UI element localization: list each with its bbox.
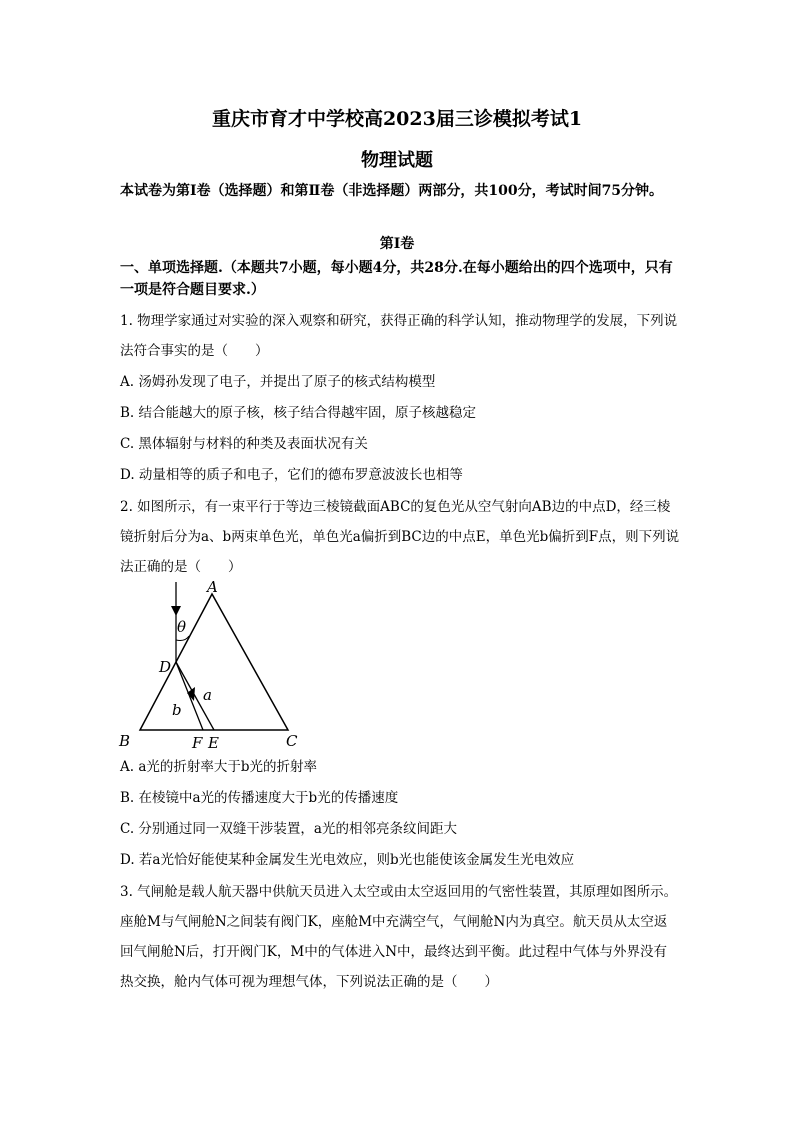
label-D: D [159, 658, 172, 676]
question-1-stem: 1. 物理学家通过对实验的深入观察和研究，获得正确的科学认知，推动物理学的发展，下列说法符合事实的是（ ） [120, 313, 678, 359]
incident-ray-arrow [171, 606, 181, 616]
question-2-option-b: B. 在棱镜中a光的传播速度大于b光的传播速度 [120, 790, 399, 806]
question-2-option-c: C. 分别通过同一双缝干涉装置，a光的相邻亮条纹间距大 [120, 821, 457, 837]
section-heading: 一、单项选择题.（本题共7小题，每小题4分，共28分.在每小题给出的四个选项中，只有一项是符合题目要求.） [120, 260, 673, 298]
label-theta: θ [177, 618, 187, 636]
question-1-option-a: A. 汤姆孙发现了电子，并提出了原子的核式结构模型 [120, 374, 436, 390]
label-C: C [286, 732, 298, 750]
question-2-option-a: A. a光的折射率大于b光的折射率 [120, 759, 318, 775]
label-E: E [208, 734, 219, 752]
ray-b [176, 662, 203, 730]
exam-intro: 本试卷为第Ⅰ卷（选择题）和第Ⅱ卷（非选择题）两部分，共100分，考试时间75分钟。 [120, 183, 664, 199]
label-a: a [203, 686, 212, 704]
question-1-option-b: B. 结合能越大的原子核，核子结合得越牢固，原子核越稳定 [120, 405, 477, 421]
question-2-stem: 2. 如图所示，有一束平行于等边三棱镜截面ABC的复色光从空气射向AB边的中点D，经三棱镜折射后分为a、b两束单色光，单色光a偏折到BC边的中点E，单色光b偏折到F点，则下列说法正确的是（ ） [120, 499, 680, 575]
exam-subtitle: 物理试题 [361, 150, 433, 171]
part-heading: 第Ⅰ卷 [379, 236, 415, 252]
label-B: B [119, 732, 131, 750]
question-3-stem: 3. 气闸舱是载人航天器中供航天员进入太空或由太空返回用的气密性装置，其原理如图所示。座舱M与气闸舱N之间装有阀门K，座舱M中充满空气，气闸舱N内为真空。航天员从太空返回气闸舱N后，打开阀门K，M中的气体进入N中，最终达到平衡。此过程中气体与外界没有热交换，舱内气体可视为理想气体，下列说法正确的是（ ） [120, 884, 678, 990]
prism-diagram [115, 580, 315, 752]
exam-title: 重庆市育才中学校高2023届三诊模拟考试1 [211, 108, 583, 130]
question-1-option-d: D. 动量相等的质子和电子，它们的德布罗意波波长也相等 [120, 467, 463, 483]
question-1-option-c: C. 黑体辐射与材料的种类及表面状况有关 [120, 436, 368, 452]
label-b: b [172, 701, 182, 719]
label-F: F [192, 734, 203, 752]
question-2-option-d: D. 若a光恰好能使某种金属发生光电效应，则b光也能使该金属发生光电效应 [120, 852, 575, 868]
label-A: A [207, 580, 218, 596]
